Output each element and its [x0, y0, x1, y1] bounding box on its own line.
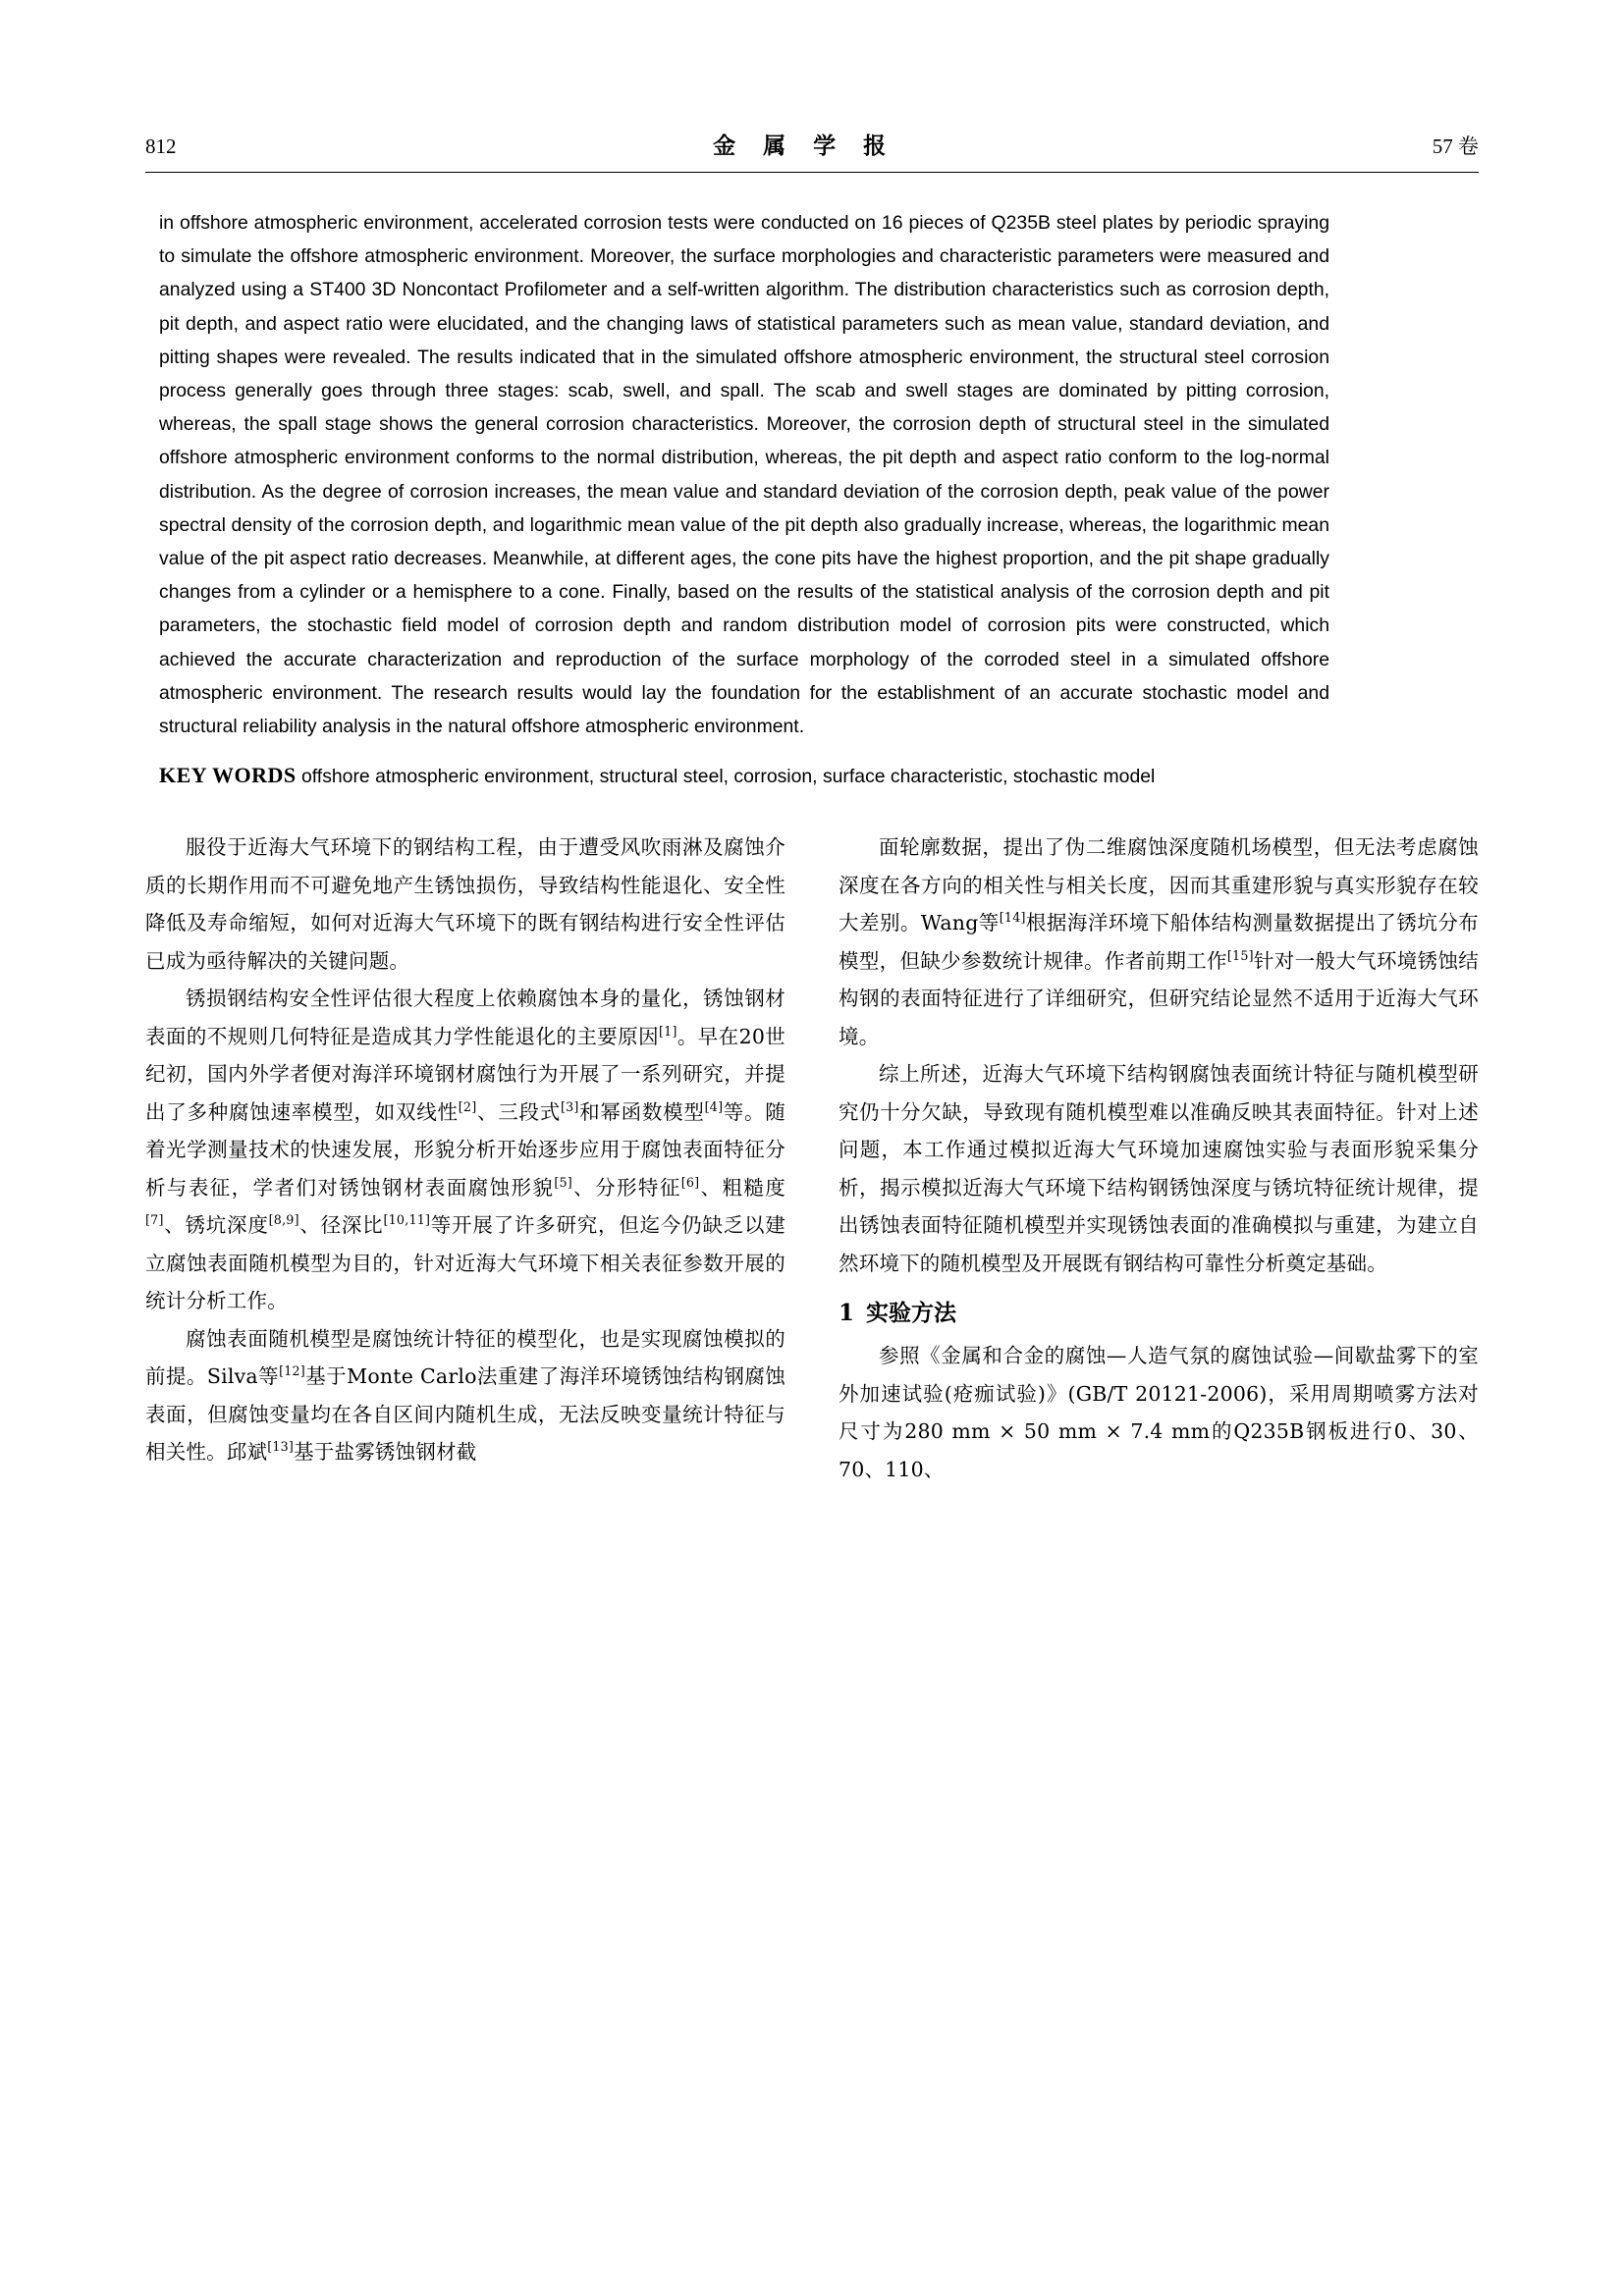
paragraph: 腐蚀表面随机模型是腐蚀统计特征的模型化，也是实现腐蚀模拟的前提。Silva等[12]基于Monte Carlo法重建了海洋环境锈蚀结构钢腐蚀表面，但腐蚀变量均在各自区间内随机生成，无法反映变量统计特征与相关性。邱斌[13]基于盐雾锈蚀钢材截 — [145, 1326, 785, 1465]
volume-label: 57 卷 — [1432, 134, 1479, 158]
body-columns — [145, 828, 1479, 1488]
section-number: 1 — [839, 1300, 855, 1327]
running-head — [145, 128, 1479, 172]
paragraph: 锈损钢结构安全性评估很大程度上依赖腐蚀本身的量化，锈蚀钢材表面的不规则几何特征是造成其力学性能退化的主要原因[1]。早在20世纪初，国内外学者便对海洋环境钢材腐蚀行为开展了一系列研究，并提出了多种腐蚀速率模型，如双线性[2]、三段式[3]和幂函数模型[4]等。随着光学测量技术的快速发展，形貌分析开始逐步应用于腐蚀表面特征分析与表征，学者们对锈蚀钢材表面腐蚀形貌[5]、分形特征[6]、粗糙度[7]、锈坑深度[8,9]、径深比[10,11]等开展了许多研究，但迄今仍缺乏以建立腐蚀表面随机模型为目的，针对近海大气环境下相关表征参数开展的统计分析工作。 — [145, 987, 786, 1313]
page-content — [145, 128, 1479, 1488]
keywords-block — [159, 759, 1329, 793]
page-number: 812 — [145, 134, 177, 158]
section-title: 实验方法 — [866, 1300, 957, 1327]
journal-title: 金 属 学 报 — [713, 133, 896, 159]
abstract-text: in offshore atmospheric environment, accelerated corrosion tests were conducted on 16 pieces of Q235B steel plates by periodic spraying to simulate the offshore atmospheric environment. Moreover, the surface morphologies and characteristic parameters were measured and analyzed using a ST400 3D Noncontact Profilometer and a self-written algorithm. The distribution characteristics such as corrosion depth, pit depth, and aspect ratio were elucidated, and the changing laws of statistical parameters such as mean value, standard deviation, and pitting shapes were revealed. The results indicated that in the simulated offshore atmospheric environment, the structural steel corrosion process generally goes through three stages: scab, swell, and spall. The scab and swell stages are dominated by pitting corrosion, whereas, the spall stage shows the general corrosion characteristics. Moreover, the corrosion depth of structural steel in the simulated offshore atmospheric environment conforms to the normal distribution, whereas, the pit depth and aspect ratio conform to the log-normal distribution. As the degree of corrosion increases, the mean value and standard deviation of the corrosion depth, peak value of the power spectral density of the corrosion depth, and logarithmic mean value of the pit depth also gradually increase, whereas, the logarithmic mean value of the pit aspect ratio decreases. Meanwhile, at different ages, the cone pits have the highest proportion, and the pit shape gradually changes from a cylinder or a hemisphere to a cone. Finally, based on the results of the statistical analysis of the corrosion depth and pit parameters, the stochastic field model of corrosion depth and random distribution model of corrosion pits were constructed, which achieved the accurate characterization and reproduction of the surface morphology of the corroded steel in a simulated offshore atmospheric environment. The research results would lay the foundation for the establishment of an accurate stochastic model and structural reliability analysis in the natural offshore atmospheric environment. — [159, 212, 1329, 738]
paragraph: 面轮廓数据，提出了伪二维腐蚀深度随机场模型，但无法考虑腐蚀深度在各方向的相关性与相关长度，因而其重建形貌与真实形貌存在较大差别。Wang等[14]根据海洋环境下船体结构测量数据提出了锈坑分布模型，但缺少参数统计规律。作者前期工作[15]针对一般大气环境锈蚀结构钢的表面特征进行了详细研究，但研究结论显然不适用于近海大气环境。 — [839, 835, 1479, 1048]
left-column — [145, 828, 785, 1488]
paragraph: 综上所述，近海大气环境下结构钢腐蚀表面统计特征与随机模型研究仍十分欠缺，导致现有随机模型难以准确反映其表面特征。针对上述问题，本工作通过模拟近海大气环境加速腐蚀实验与表面形貌采集分析，揭示模拟近海大气环境下结构钢锈蚀深度与锈坑特征统计规律，提出锈蚀表面特征随机模型并实现锈蚀表面的准确模拟与重建，为建立自然环境下的随机模型及开展既有钢结构可靠性分析奠定基础。 — [839, 1062, 1479, 1275]
header-divider — [145, 172, 1479, 173]
right-column — [839, 828, 1479, 1488]
paragraph: 服役于近海大气环境下的钢结构工程，由于遭受风吹雨淋及腐蚀介质的长期作用而不可避免地产生锈蚀损伤，导致结构性能退化、安全性降低及寿命缩短，如何对近海大气环境下的既有钢结构进行安全性评估已成为亟待解决的关键问题。 — [145, 835, 785, 973]
keywords-label: KEY WORDS — [159, 763, 297, 788]
paragraph: 参照《金属和合金的腐蚀—人造气氛的腐蚀试验—间歇盐雾下的室外加速试验(疮痂试验)》(GB/T 20121-2006)，采用周期喷雾方法对尺寸为280 mm × 50 mm × 7.4 mm的Q235B钢板进行0、30、70、110、 — [839, 1344, 1479, 1481]
section-heading — [839, 1292, 1479, 1335]
keywords-terms: offshore atmospheric environment, structural steel, corrosion, surface characteristic, stochastic model — [300, 766, 1156, 788]
